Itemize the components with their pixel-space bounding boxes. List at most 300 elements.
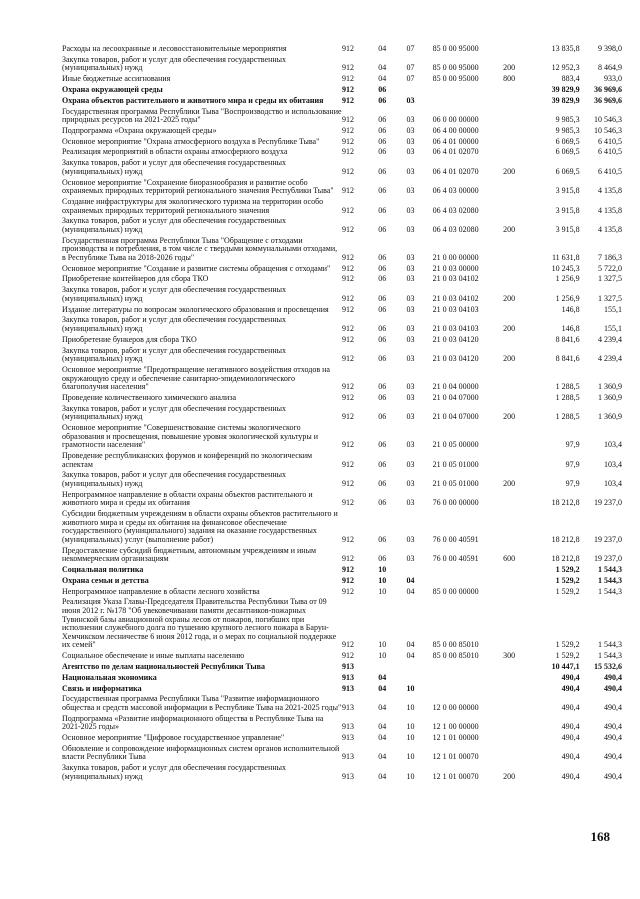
ministry-code: 912 (342, 274, 354, 284)
expense-type-code: 200 (503, 479, 516, 488)
ministry-code: 912 (342, 575, 354, 585)
expense-type-code: 200 (503, 354, 516, 364)
expense-type-code (503, 148, 531, 159)
amount-year-1: 3 915,8 (555, 205, 580, 215)
amount-year-1: 3 915,8 (555, 186, 580, 196)
target-article-code: 21 0 03 04102 (432, 293, 479, 303)
ministry-code: 912 (342, 63, 354, 73)
amount-year-2: 490,4 (604, 683, 622, 693)
amount-year-2: 19 237,0 (594, 534, 622, 544)
amount-year-2: 103,4 (604, 459, 622, 469)
table-row (62, 547, 622, 566)
amount-year-2: 1 544,3 (598, 586, 622, 596)
section-code: 04 (378, 44, 387, 53)
amount-year-1: 18 212,8 (551, 498, 580, 508)
budget-table (62, 45, 622, 784)
expense-type-code: 200 (503, 63, 516, 73)
subsection-code: 03 (406, 136, 415, 146)
row-name: Основное мероприятие "Создание и развитие системы обращения с отходами" (62, 263, 331, 273)
ministry-code: 912 (342, 586, 354, 596)
ministry-code: 912 (342, 252, 354, 262)
subsection-code: 03 (406, 304, 415, 314)
target-article-code (433, 86, 504, 97)
amount-year-1: 97,9 (565, 479, 580, 488)
section-code: 06 (378, 334, 387, 344)
row-name: Закупка товаров, работ и услуг для обеспечения государственных (муниципальных) нужд (62, 403, 287, 422)
expense-type-code (503, 198, 531, 217)
amount-year-1: 1 529,2 (555, 586, 580, 596)
section-code: 04 (378, 702, 387, 712)
ministry-code: 912 (342, 565, 354, 575)
expense-type-code (503, 452, 531, 471)
amount-year-1: 8 841,6 (555, 334, 580, 344)
row-name: Основное мероприятие "Предотвращение негативного воздействия отходов на окружающую среду и обеспечение санитарно-эпидемиологического благополучия населения" (62, 364, 330, 392)
amount-year-1: 9 985,3 (555, 115, 580, 125)
ministry-code: 912 (342, 640, 354, 650)
subsection-code: 03 (406, 224, 415, 234)
section-code: 06 (378, 205, 387, 215)
target-article-code: 21 0 04 00000 (432, 382, 479, 392)
row-name: Субсидии бюджетным учреждениям в области охраны объектов растительного и животного мира и среды их обитания на финансовое обеспечение государственного (муниципального) задания на оказание государственных (муниципальных) услуг (выполнение работ) (62, 509, 338, 544)
target-article-code: 21 0 05 01000 (432, 459, 479, 469)
row-name: Охрана семьи и детства (62, 575, 149, 585)
amount-year-2: 490,4 (604, 733, 622, 743)
subsection-code: 07 (406, 63, 415, 73)
section-code: 06 (378, 293, 387, 303)
row-name: Государственная программа Республики Тыва "Воспроизводство и использование природных ресурсов на 2021-2025 годы" (62, 106, 342, 125)
amount-year-1: 146,8 (561, 324, 580, 333)
amount-year-1: 1 256,9 (555, 293, 580, 303)
subsection-code: 10 (406, 733, 415, 743)
ministry-code: 912 (342, 554, 354, 564)
amount-year-2: 4 239,4 (598, 334, 622, 344)
row-name: Реализация мероприятий в области охраны атмосферного воздуха (62, 147, 288, 157)
target-article-code: 12 1 01 00000 (432, 733, 479, 743)
table-row (62, 336, 622, 347)
table-row (62, 491, 622, 510)
section-code: 06 (378, 166, 387, 176)
ministry-code: 912 (342, 224, 354, 234)
target-article-code (433, 685, 504, 696)
expense-type-code (503, 566, 531, 577)
row-name: Приобретение контейнеров для сбора ТКО (62, 274, 209, 284)
amount-year-2: 490,4 (604, 752, 622, 762)
amount-year-1: 1 529,2 (555, 651, 580, 661)
amount-year-1: 8 841,6 (555, 354, 580, 364)
section-code: 04 (378, 672, 387, 682)
amount-year-2: 490,4 (604, 702, 622, 712)
ministry-code: 912 (342, 324, 354, 333)
row-name: Закупка товаров, работ и услуг для обеспечения государственных (муниципальных) нужд (62, 158, 287, 176)
amount-year-2: 1 360,9 (598, 412, 622, 422)
expense-type-code (503, 366, 531, 394)
table-row (62, 316, 622, 335)
amount-year-2: 1 544,3 (598, 565, 622, 575)
target-article-code (433, 663, 504, 674)
ministry-code: 912 (342, 651, 354, 661)
row-name: Предоставление субсидий бюджетным, автономным учреждениям и иным некоммерческим организациям (62, 545, 317, 564)
expense-type-code (503, 179, 531, 198)
subsection-code: 03 (406, 263, 415, 273)
ministry-code: 913 (342, 661, 354, 671)
expense-type-code: 300 (503, 651, 516, 661)
expense-type-code (503, 138, 531, 149)
target-article-code: 12 0 00 00000 (432, 702, 479, 712)
row-name: Подпрограмма «Охрана окружающей среды» (62, 125, 217, 135)
row-name: Закупка товаров, работ и услуг для обеспечения государственных (муниципальных) нужд (62, 54, 287, 73)
amount-year-1: 1 529,2 (555, 640, 580, 650)
subsection-code: 03 (406, 186, 415, 196)
amount-year-1: 39 829,9 (551, 84, 580, 94)
ministry-code: 912 (342, 84, 354, 94)
subsection-code: 03 (406, 205, 415, 215)
target-article-code: 76 0 00 40591 (432, 534, 479, 544)
section-code: 04 (378, 63, 387, 73)
ministry-code: 912 (342, 186, 354, 196)
expense-type-code (503, 86, 531, 97)
target-article-code (433, 97, 504, 108)
amount-year-1: 3 915,8 (555, 224, 580, 234)
row-name: Закупка товаров, работ и услуг для обеспечения государственных (муниципальных) нужд (62, 345, 287, 364)
amount-year-2: 1 544,3 (598, 575, 622, 585)
amount-year-2: 9 398,0 (598, 44, 622, 53)
subsection-code: 10 (406, 683, 415, 693)
expense-type-code: 600 (503, 554, 516, 564)
row-name: Основное мероприятие "Совершенствование системы экологического образования и просвещения, повышение уровня экологической культуры и грамотности населения" (62, 423, 318, 450)
expense-type-code: 200 (503, 412, 516, 422)
table-row (62, 764, 622, 783)
subsection-code: 03 (406, 166, 415, 176)
amount-year-1: 490,4 (561, 683, 580, 693)
amount-year-1: 6 069,5 (555, 166, 580, 176)
expense-type-code (503, 510, 531, 547)
target-article-code: 21 0 03 04103 (432, 304, 479, 314)
table-row (62, 510, 622, 547)
table-row (62, 217, 622, 236)
table-row (62, 347, 622, 366)
amount-year-1: 6 069,5 (555, 147, 580, 157)
subsection-code: 03 (406, 252, 415, 262)
ministry-code: 912 (342, 95, 354, 105)
ministry-code: 912 (342, 534, 354, 544)
ministry-code: 913 (342, 683, 354, 693)
subsection-code: 03 (406, 324, 415, 333)
target-article-code: 12 1 01 00070 (432, 752, 479, 762)
target-article-code (433, 566, 504, 577)
expense-type-code (503, 108, 531, 127)
subsection-code (406, 674, 432, 685)
ministry-code: 913 (342, 702, 354, 712)
amount-year-1: 13 835,8 (551, 44, 580, 53)
row-name: Закупка товаров, работ и услуг для обеспечения государственных (муниципальных) нужд (62, 315, 287, 333)
section-code: 06 (378, 136, 387, 146)
target-article-code: 21 0 03 00000 (432, 263, 479, 273)
row-name: Национальная экономика (62, 672, 157, 682)
expense-type-code (503, 265, 531, 276)
expense-type-code: 200 (503, 293, 516, 303)
amount-year-2: 155,1 (604, 304, 622, 314)
expense-type-code: 200 (503, 771, 516, 781)
amount-year-2: 490,4 (604, 672, 622, 682)
table-row (62, 56, 622, 75)
ministry-code: 912 (342, 293, 354, 303)
amount-year-2: 1 360,9 (598, 392, 622, 402)
expense-type-code (503, 127, 531, 138)
row-name: Закупка товаров, работ и услуг для обеспечения государственных (муниципальных) нужд (62, 285, 287, 303)
section-code: 06 (378, 324, 387, 333)
subsection-code: 03 (406, 354, 415, 364)
ministry-code: 912 (342, 440, 354, 450)
subsection-code: 03 (406, 534, 415, 544)
expense-type-code (503, 745, 531, 764)
row-name: Приобретение бункеров для сбора ТКО (62, 334, 197, 344)
expense-type-code: 200 (503, 324, 516, 333)
target-article-code: 06 4 03 00000 (432, 186, 479, 196)
subsection-code: 07 (406, 74, 415, 84)
amount-year-2: 19 237,0 (594, 498, 622, 508)
amount-year-2: 103,4 (604, 440, 622, 450)
amount-year-2: 6 410,5 (598, 147, 622, 157)
row-name: Обновление и сопровождение информационных систем органов исполнительной власти Республики Тыва (62, 743, 340, 762)
row-name: Основное мероприятие "Охрана атмосферного воздуха в Республике Тыва" (62, 136, 320, 146)
section-code: 04 (378, 771, 387, 781)
ministry-code: 912 (342, 115, 354, 125)
subsection-code: 10 (406, 752, 415, 762)
amount-year-1: 1 256,9 (555, 274, 580, 284)
target-article-code: 06 4 01 00000 (432, 136, 479, 146)
target-article-code: 85 0 00 95000 (432, 44, 479, 53)
subsection-code: 03 (406, 115, 415, 125)
row-name: Государственная программа Республики Тыва "Развитие информационного общества и средств массовой информации в Республике Тыва на 2021-2025 годы" (62, 694, 342, 712)
expense-type-code: 200 (503, 166, 516, 176)
expense-type-code (503, 663, 531, 674)
amount-year-2: 15 532,6 (594, 661, 622, 671)
row-name: Создание инфраструктуры для экологического туризма на территории особо охраняемых природных территорий регионального значения (62, 196, 324, 215)
amount-year-2: 155,1 (604, 324, 622, 333)
row-name: Непрограммное направление в области лесного хозяйства (62, 586, 260, 596)
target-article-code: 21 0 05 01000 (432, 479, 479, 488)
subsection-code: 10 (406, 702, 415, 712)
expense-type-code (503, 424, 531, 452)
section-code: 06 (378, 354, 387, 364)
target-article-code: 06 4 01 02070 (432, 166, 479, 176)
amount-year-2: 8 464,9 (598, 63, 622, 73)
target-article-code: 76 0 00 00000 (432, 498, 479, 508)
amount-year-1: 97,9 (565, 459, 580, 469)
ministry-code: 912 (342, 459, 354, 469)
section-code: 06 (378, 534, 387, 544)
ministry-code: 912 (342, 382, 354, 392)
table-row (62, 179, 622, 198)
table-row (62, 108, 622, 127)
subsection-code: 03 (406, 440, 415, 450)
section-code: 04 (378, 683, 387, 693)
ministry-code: 912 (342, 498, 354, 508)
expense-type-code (503, 336, 531, 347)
section-code: 06 (378, 382, 387, 392)
table-row (62, 598, 622, 652)
amount-year-1: 1 529,2 (555, 575, 580, 585)
ministry-code: 912 (342, 44, 354, 53)
amount-year-2: 4 135,8 (598, 224, 622, 234)
amount-year-1: 1 288,5 (555, 412, 580, 422)
expense-type-code (503, 734, 531, 745)
row-name: Закупка товаров, работ и услуг для обеспечения государственных (муниципальных) нужд (62, 470, 287, 488)
target-article-code: 21 0 00 00000 (432, 252, 479, 262)
amount-year-1: 11 631,8 (551, 252, 580, 262)
table-row (62, 424, 622, 452)
row-name: Подпрограмма «Развитие информационного общества в Республике Тыва на 2021-2025 годы» (62, 713, 324, 732)
row-name: Агентство по делам национальностей Республики Тыва (62, 661, 265, 671)
expense-type-code (503, 237, 531, 265)
row-name: Непрограммное направление в области охраны объектов растительного и животного мира и среды их обитания (62, 489, 313, 508)
table-row (62, 286, 622, 305)
amount-year-1: 10 447,1 (551, 661, 580, 671)
expense-type-code (503, 306, 531, 317)
row-name: Связь и информатика (62, 683, 142, 693)
subsection-code: 03 (406, 392, 415, 402)
row-name: Расходы на лесоохранные и лесовосстановительные мероприятия (62, 44, 287, 53)
section-code: 06 (378, 440, 387, 450)
amount-year-1: 490,4 (561, 702, 580, 712)
amount-year-2: 103,4 (604, 479, 622, 488)
target-article-code: 85 0 00 95000 (432, 63, 479, 73)
section-code: 06 (378, 304, 387, 314)
expense-type-code: 200 (503, 224, 516, 234)
section-code: 06 (378, 84, 387, 94)
expense-type-code (503, 97, 531, 108)
row-name: Иные бюджетные ассигнования (62, 74, 171, 84)
target-article-code: 06 4 01 02070 (432, 147, 479, 157)
subsection-code: 07 (406, 44, 415, 53)
ministry-code: 912 (342, 74, 354, 84)
amount-year-1: 490,4 (561, 672, 580, 682)
ministry-code: 912 (342, 392, 354, 402)
amount-year-2: 10 546,3 (594, 115, 622, 125)
amount-year-2: 4 135,8 (598, 186, 622, 196)
subsection-code: 04 (406, 640, 415, 650)
amount-year-2: 1 327,5 (598, 274, 622, 284)
amount-year-2: 4 239,4 (598, 354, 622, 364)
table-row (62, 715, 622, 734)
section-code: 10 (378, 640, 387, 650)
subsection-code: 03 (406, 459, 415, 469)
subsection-code: 03 (406, 479, 415, 488)
subsection-code: 03 (406, 274, 415, 284)
row-name: Охрана окружающей среды (62, 84, 163, 94)
amount-year-2: 4 135,8 (598, 205, 622, 215)
amount-year-2: 490,4 (604, 771, 622, 781)
amount-year-1: 490,4 (561, 752, 580, 762)
subsection-code: 03 (406, 147, 415, 157)
table-row (62, 695, 622, 714)
expense-type-code (503, 598, 531, 652)
expense-type-code (503, 695, 531, 714)
target-article-code: 21 0 05 00000 (432, 440, 479, 450)
expense-type-code (503, 275, 531, 286)
expense-type-code (503, 588, 531, 599)
subsection-code: 10 (406, 771, 415, 781)
subsection-code: 04 (406, 575, 415, 585)
amount-year-1: 10 245,3 (551, 263, 580, 273)
target-article-code: 21 0 03 04120 (432, 334, 479, 344)
ministry-code: 912 (342, 354, 354, 364)
ministry-code: 912 (342, 166, 354, 176)
amount-year-2: 6 410,5 (598, 136, 622, 146)
subsection-code: 03 (406, 334, 415, 344)
expense-type-code (503, 577, 531, 588)
section-code: 06 (378, 412, 387, 422)
row-name: Государственная программа Республики Тыва "Обращение с отходами производства и потребления, в том числе с твердыми коммунальными отходами, в Республике Тыва на 2018-2026 годы" (62, 235, 338, 262)
row-name: Издание литературы по вопросам экологического образования и просвещения (62, 304, 329, 314)
ministry-code: 913 (342, 733, 354, 743)
amount-year-2: 1 360,9 (598, 382, 622, 392)
budget-table-body (62, 45, 622, 784)
amount-year-1: 18 212,8 (551, 554, 580, 564)
expense-type-code (503, 491, 531, 510)
target-article-code: 21 0 04 07000 (432, 392, 479, 402)
table-row (62, 198, 622, 217)
subsection-code: 03 (406, 293, 415, 303)
table-row (62, 471, 622, 490)
section-code: 04 (378, 752, 387, 762)
ministry-code: 912 (342, 412, 354, 422)
amount-year-1: 97,9 (565, 440, 580, 450)
target-article-code: 06 0 00 00000 (432, 115, 479, 125)
section-code: 06 (378, 274, 387, 284)
target-article-code: 21 0 03 04102 (432, 274, 479, 284)
amount-year-1: 490,4 (561, 722, 580, 732)
subsection-code: 04 (406, 586, 415, 596)
amount-year-1: 9 985,3 (555, 125, 580, 135)
row-name: Реализация Указа Главы-Председателя Правительства Республики Тыва от 09 июня 2012 г. №178 "Об увековечивании памяти десантников-пожарных Тувинской базы авиационной охраны лесов от пожаров, погибших при исполнении служебного долга по тушению крупного лесного пожара в Барун-Хемчикском лесничестве 6 июня 2012 года, и о мерах по социальной поддержке их семей" (62, 597, 337, 650)
row-name: Социальная политика (62, 565, 144, 575)
subsection-code: 03 (406, 382, 415, 392)
target-article-code: 21 0 04 07000 (432, 412, 479, 422)
table-row (62, 452, 622, 471)
amount-year-2: 1 327,5 (598, 293, 622, 303)
subsection-code: 03 (406, 95, 415, 105)
ministry-code: 912 (342, 304, 354, 314)
section-code: 06 (378, 459, 387, 469)
amount-year-2: 7 186,3 (598, 252, 622, 262)
section-code: 04 (378, 733, 387, 743)
amount-year-2: 1 544,3 (598, 640, 622, 650)
row-name: Проведение количественного химического анализа (62, 392, 237, 402)
amount-year-1: 1 288,5 (555, 392, 580, 402)
target-article-code: 12 1 00 00000 (432, 722, 479, 732)
target-article-code: 21 0 03 04120 (432, 354, 479, 364)
subsection-code: 03 (406, 412, 415, 422)
row-name: Социальное обеспечение и иные выплаты населению (62, 651, 245, 661)
amount-year-2: 10 546,3 (594, 125, 622, 135)
table-row (62, 237, 622, 265)
section-code: 06 (378, 186, 387, 196)
target-article-code: 12 1 01 00070 (432, 771, 479, 781)
target-article-code: 21 0 03 04103 (432, 324, 479, 333)
amount-year-1: 12 952,3 (551, 63, 580, 73)
amount-year-1: 146,8 (561, 304, 580, 314)
target-article-code: 06 4 00 00000 (432, 125, 479, 135)
target-article-code: 76 0 00 40591 (432, 554, 479, 564)
section-code: 06 (378, 95, 387, 105)
table-row (62, 366, 622, 394)
page-number: 168 (590, 829, 610, 844)
section-code: 10 (378, 651, 387, 661)
section-code: 04 (378, 74, 387, 84)
amount-year-2: 5 722,0 (598, 263, 622, 273)
target-article-code: 85 0 00 85010 (432, 651, 479, 661)
